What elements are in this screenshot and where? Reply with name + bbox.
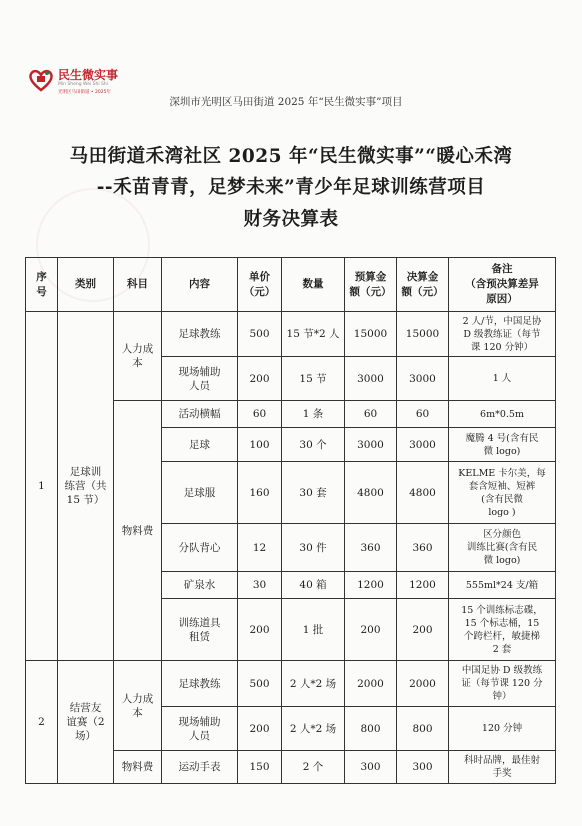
financial-settlement-table — [25, 257, 556, 784]
cell-final: 3000 — [397, 428, 449, 462]
cell-content: 现场辅助 人员 — [162, 707, 238, 751]
header-subject: 科目 — [114, 258, 162, 312]
cell-quantity: 30 套 — [282, 462, 345, 524]
cell-remark: 中国足协 D 级教练 证（每节课 120 分 钟） — [449, 661, 556, 707]
cell-unit-price: 200 — [238, 357, 282, 401]
cell-remark: 魔腾 4 号(含有民 微 logo) — [449, 428, 556, 462]
cell-seq: 1 — [26, 312, 58, 661]
table-row — [26, 661, 556, 707]
cell-subject: 物料费 — [114, 401, 162, 661]
cell-remark: 120 分钟 — [449, 707, 556, 751]
cell-remark: 科时品牌，最佳射 手奖 — [449, 751, 556, 784]
cell-final: 800 — [397, 707, 449, 751]
cell-seq: 2 — [26, 661, 58, 784]
cell-remark: 15 个训练标志碟， 15 个标志桶，15 个跨栏杆，敏捷梯 2 套 — [449, 599, 556, 661]
cell-quantity: 2 人*2 场 — [282, 707, 345, 751]
cell-quantity: 30 件 — [282, 524, 345, 572]
cell-remark: 555ml*24 支/箱 — [449, 572, 556, 599]
cell-quantity: 30 个 — [282, 428, 345, 462]
cell-final: 300 — [397, 751, 449, 784]
document-title-line-2: --禾苗青青，足梦未来”青少年足球训练营项目 — [96, 177, 486, 198]
cell-unit-price: 200 — [238, 707, 282, 751]
header-seq: 序 号 — [26, 258, 58, 312]
cell-final: 200 — [397, 599, 449, 661]
cell-quantity: 1 条 — [282, 401, 345, 428]
cell-category: 结营友 谊赛（2 场） — [58, 661, 114, 784]
cell-final: 360 — [397, 524, 449, 572]
header-content: 内容 — [162, 258, 238, 312]
cell-quantity: 40 箱 — [282, 572, 345, 599]
cell-unit-price: 500 — [238, 312, 282, 357]
document-title-line-3: 财务决算表 — [243, 209, 339, 230]
cell-final: 60 — [397, 401, 449, 428]
header-unit-price: 单价 （元） — [238, 258, 282, 312]
cell-quantity: 15 节 — [282, 357, 345, 401]
cell-final: 4800 — [397, 462, 449, 524]
cell-subject: 人力成 本 — [114, 312, 162, 401]
cell-content: 现场辅助 人员 — [162, 357, 238, 401]
header-category: 类别 — [58, 258, 114, 312]
cell-content: 矿泉水 — [162, 572, 238, 599]
cell-content: 足球教练 — [162, 312, 238, 357]
cell-remark: 6m*0.5m — [449, 401, 556, 428]
cell-quantity: 2 个 — [282, 751, 345, 784]
cell-final: 15000 — [397, 312, 449, 357]
cell-subject: 人力成 本 — [114, 661, 162, 751]
header-quantity: 数量 — [282, 258, 345, 312]
header-budget: 预算金 额（元） — [345, 258, 397, 312]
cell-content: 足球服 — [162, 462, 238, 524]
cell-budget: 1200 — [345, 572, 397, 599]
cell-unit-price: 200 — [238, 599, 282, 661]
cell-content: 足球 — [162, 428, 238, 462]
cell-budget: 2000 — [345, 661, 397, 707]
cell-budget: 360 — [345, 524, 397, 572]
cell-remark: 1 人 — [449, 357, 556, 401]
cell-remark: KELME 卡尔美，每 套含短袖、短裤 (含有民微 logo ) — [449, 462, 556, 524]
cell-budget: 60 — [345, 401, 397, 428]
header-final: 决算金 额（元） — [397, 258, 449, 312]
cell-unit-price: 160 — [238, 462, 282, 524]
cell-budget: 300 — [345, 751, 397, 784]
cell-subject: 物料费 — [114, 751, 162, 784]
cell-content: 训练道具 租赁 — [162, 599, 238, 661]
cell-final: 1200 — [397, 572, 449, 599]
logo-brand-pinyin: Min Sheng Wei Shi Shi — [58, 82, 109, 87]
cell-budget: 3000 — [345, 357, 397, 401]
header-remark: 备注 （含预决算差异 原因） — [449, 258, 556, 312]
table-header-row — [26, 258, 556, 312]
cell-unit-price: 100 — [238, 428, 282, 462]
cell-remark: 区分颜色 训练比赛(含有民 微 logo) — [449, 524, 556, 572]
cell-budget: 200 — [345, 599, 397, 661]
logo-brand-tagline: 光明区马田街道 • 2025年 — [58, 90, 111, 95]
cell-budget: 3000 — [345, 428, 397, 462]
cell-content: 足球教练 — [162, 661, 238, 707]
cell-content: 运动手表 — [162, 751, 238, 784]
cell-unit-price: 500 — [238, 661, 282, 707]
cell-remark: 2 人/节，中国足协 D 级教练证（每节 课 120 分钟） — [449, 312, 556, 357]
cell-category: 足球训 练营（共 15 节） — [58, 312, 114, 661]
table-row — [26, 312, 556, 357]
cell-quantity: 1 批 — [282, 599, 345, 661]
cell-content: 活动横幅 — [162, 401, 238, 428]
document-title-line-1: 马田街道禾湾社区 2025 年“民生微实事”“暖心禾湾 — [69, 146, 513, 167]
cell-unit-price: 60 — [238, 401, 282, 428]
cell-quantity: 2 人*2 场 — [282, 661, 345, 707]
cell-budget: 4800 — [345, 462, 397, 524]
org-header: 深圳市光明区马田街道 2025 年“民生微实事”项目 — [169, 96, 403, 108]
cell-unit-price: 12 — [238, 524, 282, 572]
red-heart-flag-icon — [28, 68, 54, 92]
cell-budget: 800 — [345, 707, 397, 751]
cell-unit-price: 30 — [238, 572, 282, 599]
cell-budget: 15000 — [345, 312, 397, 357]
logo — [28, 62, 158, 106]
cell-quantity: 15 节*2 人 — [282, 312, 345, 357]
cell-content: 分队背心 — [162, 524, 238, 572]
logo-brand-name: 民生微实事 — [58, 68, 119, 82]
cell-final: 2000 — [397, 661, 449, 707]
cell-unit-price: 150 — [238, 751, 282, 784]
cell-final: 3000 — [397, 357, 449, 401]
